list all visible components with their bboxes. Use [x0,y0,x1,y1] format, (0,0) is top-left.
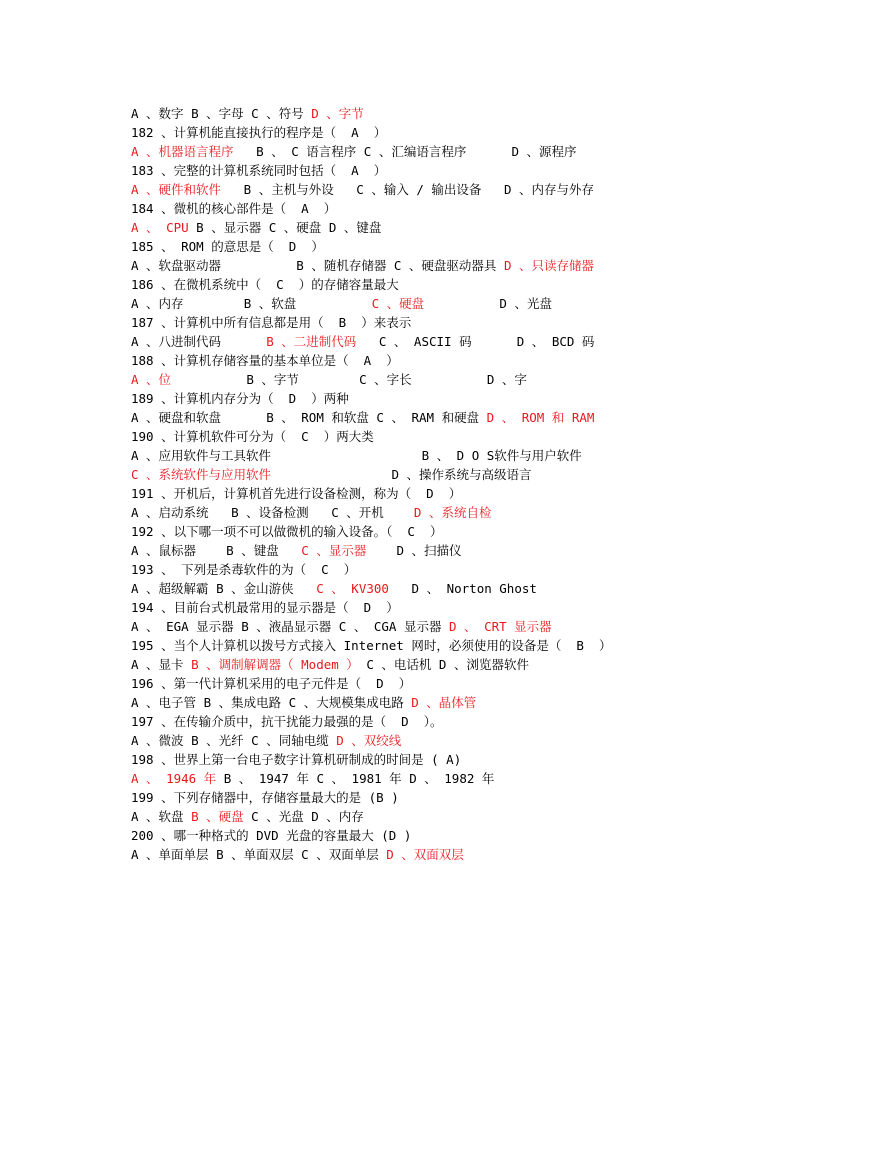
question-list [131,104,871,864]
text-line [131,161,871,180]
answer-text: A 、 1946 年 [131,771,217,786]
answer-text: A 、硬件和软件 [131,182,222,197]
question-text: 193 、 下列是杀毒软件的为（ C ） [131,562,357,577]
question-text: B 、显示器 C 、硬盘 D 、键盘 [188,220,382,235]
question-text: 197 、在传输介质中，抗干扰能力最强的是（ D ）。 [131,714,443,729]
question-text: D 、操作系统与高级语言 [271,467,532,482]
text-line [131,294,871,313]
text-line [131,180,871,199]
question-text: A 、应用软件与工具软件 B 、 D O S软件与用户软件 [131,448,582,463]
text-line [131,655,871,674]
text-line [131,598,871,617]
question-text: A 、鼠标器 B 、键盘 [131,543,302,558]
question-text: 186 、在微机系统中（ C ）的存储容量最大 [131,277,399,292]
question-text: 192 、以下哪一项不可以做微机的输入设备。（ C ） [131,524,443,539]
answer-text: C 、系统软件与应用软件 [131,467,272,482]
answer-text: B 、二进制代码 [266,334,357,349]
question-text: 189 、计算机内存分为（ D ）两种 [131,391,349,406]
text-line [131,484,871,503]
answer-text: D 、双绞线 [336,733,402,748]
text-line [131,370,871,389]
question-text: C 、电话机 D 、浏览器软件 [358,657,529,672]
answer-text: A 、 CPU [131,220,189,235]
question-text: C 、 ASCII 码 D 、 BCD 码 [356,334,595,349]
question-text: 187 、计算机中所有信息都是用（ B ）来表示 [131,315,412,330]
text-line [131,788,871,807]
text-line [131,389,871,408]
question-text: B 、主机与外设 C 、输入 / 输出设备 D 、内存与外存 [221,182,595,197]
answer-text: D 、字节 [311,106,364,121]
text-line [131,256,871,275]
text-line [131,275,871,294]
text-line [131,237,871,256]
question-text: B 、 C 语言程序 C 、汇编语言程序 D 、源程序 [233,144,577,159]
text-line [131,636,871,655]
answer-text: C 、 KV300 [316,581,389,596]
text-line [131,104,871,123]
text-line [131,560,871,579]
text-line [131,693,871,712]
text-line [131,674,871,693]
question-text: A 、 EGA 显示器 B 、液晶显示器 C 、 CGA 显示器 [131,619,449,634]
question-text: 195 、当个人计算机以拨号方式接入 Internet 网时，必须使用的设备是（ B ） [131,638,612,653]
question-text: A 、启动系统 B 、设备检测 C 、开机 [131,505,414,520]
question-text: 194 、目前台式机最常用的显示器是（ D ） [131,600,399,615]
question-text: D 、 Norton Ghost [388,581,537,596]
question-text: A 、显卡 [131,657,192,672]
question-text: D 、光盘 [424,296,552,311]
text-line [131,617,871,636]
question-text: A 、微波 B 、光纤 C 、同轴电缆 [131,733,337,748]
text-line [131,503,871,522]
text-line [131,427,871,446]
question-text: A 、八进制代码 [131,334,267,349]
text-line [131,750,871,769]
text-line [131,807,871,826]
question-text: 188 、计算机存储容量的基本单位是（ A ） [131,353,399,368]
question-text: 182 、计算机能直接执行的程序是（ A ） [131,125,387,140]
text-line [131,332,871,351]
text-line [131,826,871,845]
question-text: A 、单面单层 B 、单面双层 C 、双面单层 [131,847,387,862]
answer-text: A 、机器语言程序 [131,144,234,159]
text-line [131,465,871,484]
text-line [131,522,871,541]
question-text: 185 、 ROM 的意思是（ D ） [131,239,324,254]
text-line [131,541,871,560]
text-line [131,446,871,465]
text-line [131,313,871,332]
question-text: A 、内存 B 、软盘 [131,296,372,311]
answer-text: D 、晶体管 [411,695,477,710]
question-text: A 、软盘 [131,809,192,824]
question-text: 190 、计算机软件可分为（ C ）两大类 [131,429,374,444]
question-text: B 、 1947 年 C 、 1981 年 D 、 1982 年 [216,771,495,786]
question-text: 200 、哪一种格式的 DVD 光盘的容量最大 (D ) [131,828,412,843]
question-text: A 、数字 B 、字母 C 、符号 [131,106,312,121]
answer-text: B 、调制解调器（ Modem ） [191,657,359,672]
question-text: B 、字节 C 、字长 D 、字 [171,372,527,387]
question-text: 199 、下列存储器中，存储容量最大的是 (B ) [131,790,399,805]
question-text: D 、扫描仪 [366,543,462,558]
text-line [131,408,871,427]
text-line [131,351,871,370]
answer-text: D 、只读存储器 [503,258,595,273]
answer-text: D 、双面双层 [386,847,464,862]
text-line [131,731,871,750]
question-text: C 、光盘 D 、内存 [243,809,364,824]
text-line [131,123,871,142]
text-line [131,579,871,598]
question-text: A 、超级解霸 B 、金山游侠 [131,581,317,596]
question-text: 198 、世界上第一台电子数字计算机研制成的时间是 ( A) [131,752,462,767]
text-line [131,199,871,218]
question-text: A 、电子管 B 、集成电路 C 、大规模集成电路 [131,695,412,710]
question-text: 196 、第一代计算机采用的电子元件是（ D ） [131,676,412,691]
text-line [131,218,871,237]
text-line [131,712,871,731]
question-text: 191 、开机后，计算机首先进行设备检测，称为（ D ） [131,486,462,501]
answer-text: B 、硬盘 [191,809,244,824]
answer-text: D 、 ROM 和 RAM [486,410,595,425]
question-text: 184 、微机的核心部件是（ A ） [131,201,337,216]
answer-text: C 、显示器 [301,543,367,558]
text-line [131,769,871,788]
answer-text: D 、 CRT 显示器 [449,619,552,634]
text-line [131,142,871,161]
question-text: A 、硬盘和软盘 B 、 ROM 和软盘 C 、 RAM 和硬盘 [131,410,487,425]
answer-text: A 、位 [131,372,172,387]
question-text: 183 、完整的计算机系统同时包括（ A ） [131,163,387,178]
answer-text: C 、硬盘 [371,296,425,311]
question-text: A 、软盘驱动器 B 、随机存储器 C 、硬盘驱动器具 [131,258,504,273]
answer-text: D 、系统自检 [413,505,492,520]
text-line [131,845,871,864]
